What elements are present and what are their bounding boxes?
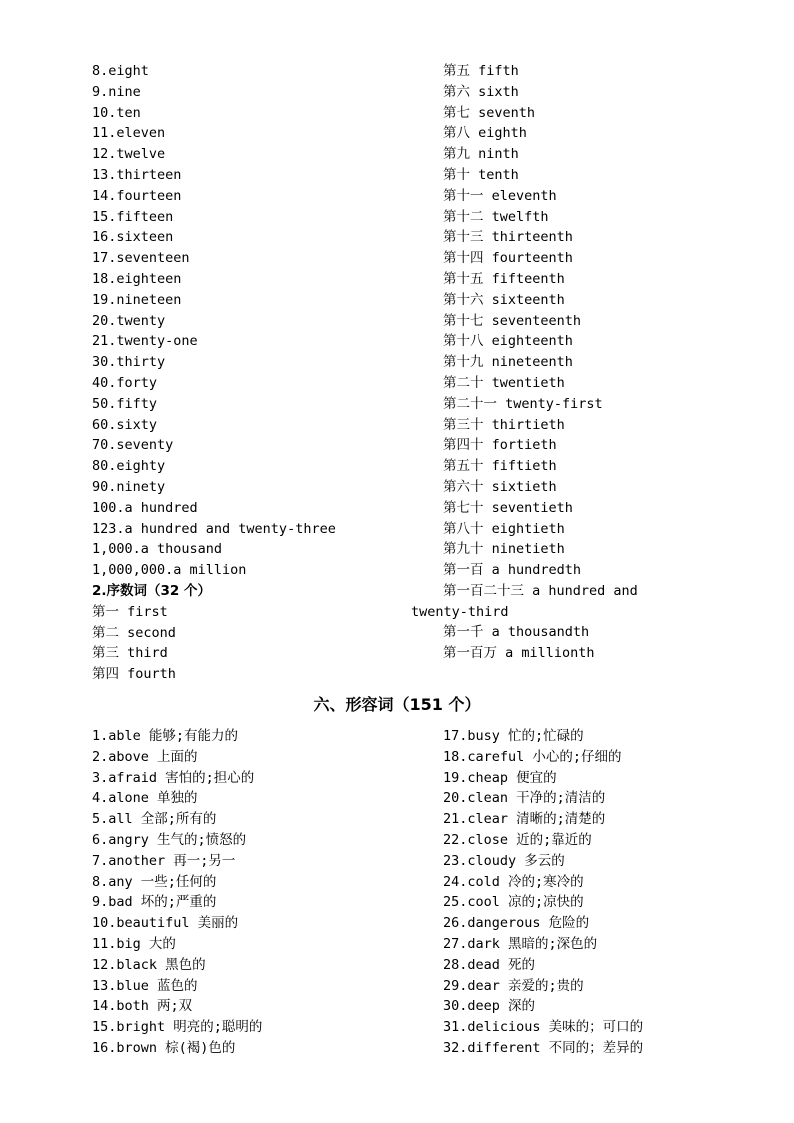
cardinal-number-item: 11.eleven — [92, 125, 166, 142]
ordinal-number-item: 第十八 eighteenth — [443, 333, 573, 350]
adjective-item: 10.beautiful 美丽的 — [92, 915, 239, 932]
adjective-item: 14.both 两;双 — [92, 998, 193, 1015]
ordinal-number-item: 第一千 a thousandth — [443, 624, 590, 640]
ordinal-wrap-line — [411, 602, 509, 623]
ordinal-number-item: 第二 second — [92, 624, 176, 641]
ordinal-number-item: 第九 ninth — [443, 146, 519, 163]
cardinal-number-item: 30.thirty — [92, 354, 166, 371]
adjective-item: 11.big 大的 — [92, 935, 176, 952]
ordinal-number-item: 第二十一 twenty-first — [443, 395, 603, 412]
cardinal-number-item: 9.nine — [92, 83, 141, 100]
adjective-item: 12.black 黑色的 — [92, 956, 206, 973]
ordinal-number-item: 第四 fourth — [92, 666, 176, 683]
cardinal-number-item: 90.ninety — [92, 478, 166, 495]
adjective-item: 24.cold 冷的;寒冷的 — [443, 873, 584, 890]
ordinal-number-item: 第六 sixth — [443, 83, 519, 100]
cardinal-number-item: 16.sixteen — [92, 229, 174, 246]
ordinal-number-item: 第十 tenth — [443, 166, 519, 183]
ordinal-number-item: 第一百 a hundredth — [443, 562, 582, 579]
cardinal-number-item: 80.eighty — [92, 458, 166, 475]
cardinal-number-item: 100.a hundred — [92, 499, 198, 516]
adjective-item: 6.angry 生气的;愤怒的 — [92, 831, 247, 848]
ordinal-number-item: 第十一 eleventh — [443, 187, 557, 204]
ordinal-number-item: 第五十 fiftieth — [443, 458, 557, 475]
ordinal-number-item: 第十七 seventeenth — [443, 312, 582, 329]
ordinal-number-item: 第十九 nineteenth — [443, 354, 573, 371]
section-title: 六、形容词（151 个） — [313, 695, 481, 714]
ordinal-wrap-text: twenty-third — [411, 604, 509, 620]
adjective-item: 23.cloudy 多云的 — [443, 852, 565, 869]
ordinal-number-item: 第七 seventh — [443, 104, 536, 121]
cardinal-number-item: 13.thirteen — [92, 166, 182, 183]
adjective-item: 1.able 能够;有能力的 — [92, 728, 239, 744]
ordinal-section-left — [92, 581, 211, 685]
adjective-item: 29.dear 亲爱的;贵的 — [443, 977, 584, 994]
adjective-item: 22.close 近的;靠近的 — [443, 831, 592, 848]
ordinal-heading: 2.序数词（32 个） — [92, 583, 212, 599]
cardinal-number-item: 60.sixty — [92, 416, 158, 433]
adjective-item: 2.above 上面的 — [92, 748, 198, 765]
cardinal-number-item: 20.twenty — [92, 312, 166, 329]
adjective-item: 17.busy 忙的;忙碌的 — [443, 728, 584, 744]
cardinal-number-item: 8.eight — [92, 63, 149, 79]
ordinal-number-item: 第十三 thirteenth — [443, 229, 573, 246]
adjective-item: 21.clear 清晰的;清楚的 — [443, 811, 606, 828]
ordinal-number-item: 第一 first — [92, 603, 168, 620]
adjective-item: 9.bad 坏的;严重的 — [92, 894, 217, 911]
ordinal-number-item: 第五 fifth — [443, 63, 519, 79]
ordinal-numbers-column — [443, 61, 638, 602]
adjective-item: 5.all 全部;所有的 — [92, 811, 217, 828]
adjective-item: 16.brown 棕(褐)色的 — [92, 1039, 236, 1056]
ordinal-number-item: 第十六 sixteenth — [443, 291, 565, 308]
ordinal-number-item: 第一百二十三 a hundred and — [443, 582, 638, 599]
adjective-item: 7.another 再一;另一 — [92, 852, 236, 869]
adjective-item: 27.dark 黑暗的;深色的 — [443, 935, 598, 952]
ordinal-number-item: 第六十 sixtieth — [443, 478, 557, 495]
adjective-item: 18.careful 小心的;仔细的 — [443, 748, 622, 765]
adjective-item: 13.blue 蓝色的 — [92, 977, 198, 994]
cardinal-number-item: 12.twelve — [92, 146, 166, 163]
cardinal-number-item: 123.a hundred and twenty-three — [92, 520, 336, 537]
cardinal-number-item: 18.eighteen — [92, 270, 182, 287]
ordinal-number-item: 第十四 fourteenth — [443, 250, 573, 267]
adjective-item: 3.afraid 害怕的;担心的 — [92, 769, 255, 786]
cardinal-number-item: 70.seventy — [92, 437, 174, 454]
cardinal-number-item: 50.fifty — [92, 395, 158, 412]
ordinal-number-item: 第八十 eightieth — [443, 520, 565, 537]
ordinal-number-item: 第九十 ninetieth — [443, 541, 565, 558]
adjective-item: 15.bright 明亮的;聪明的 — [92, 1019, 263, 1036]
adjective-item: 8.any 一些;任何的 — [92, 873, 217, 890]
ordinal-number-item: 第三十 thirtieth — [443, 416, 565, 433]
cardinal-number-item: 10.ten — [92, 104, 141, 121]
ordinal-numbers-continued — [443, 622, 595, 664]
adjective-item: 19.cheap 便宜的 — [443, 769, 557, 786]
adjective-item: 4.alone 单独的 — [92, 790, 198, 807]
adjective-item: 31.delicious 美味的；可口的 — [443, 1019, 644, 1036]
ordinal-number-item: 第七十 seventieth — [443, 499, 573, 516]
adjective-item: 20.clean 干净的;清洁的 — [443, 790, 606, 807]
cardinal-number-item: 14.fourteen — [92, 187, 182, 204]
ordinal-number-item: 第十五 fifteenth — [443, 270, 565, 287]
cardinal-number-item: 21.twenty-one — [92, 333, 198, 350]
adjective-item: 32.different 不同的；差异的 — [443, 1039, 644, 1056]
adjective-item: 28.dead 死的 — [443, 956, 536, 973]
adjective-item: 25.cool 凉的;凉快的 — [443, 894, 584, 911]
cardinal-number-item: 40.forty — [92, 374, 158, 391]
adjectives-left-column — [92, 726, 262, 1059]
cardinal-number-item: 1,000.a thousand — [92, 541, 223, 558]
ordinal-number-item: 第二十 twentieth — [443, 374, 565, 391]
adjectives-right-column — [443, 726, 643, 1059]
cardinal-numbers-column — [92, 61, 336, 581]
ordinal-number-item: 第八 eighth — [443, 125, 527, 142]
cardinal-number-item: 1,000,000.a million — [92, 562, 247, 579]
ordinal-number-item: 第十二 twelfth — [443, 208, 549, 225]
cardinal-number-item: 19.nineteen — [92, 291, 182, 308]
adjective-item: 26.dangerous 危险的 — [443, 915, 590, 932]
adjective-item: 30.deep 深的 — [443, 998, 536, 1015]
ordinal-number-item: 第四十 fortieth — [443, 437, 557, 454]
ordinal-number-item: 第三 third — [92, 645, 168, 662]
cardinal-number-item: 15.fifteen — [92, 208, 174, 225]
cardinal-number-item: 17.seventeen — [92, 250, 190, 267]
ordinal-number-item: 第一百万 a millionth — [443, 644, 595, 661]
